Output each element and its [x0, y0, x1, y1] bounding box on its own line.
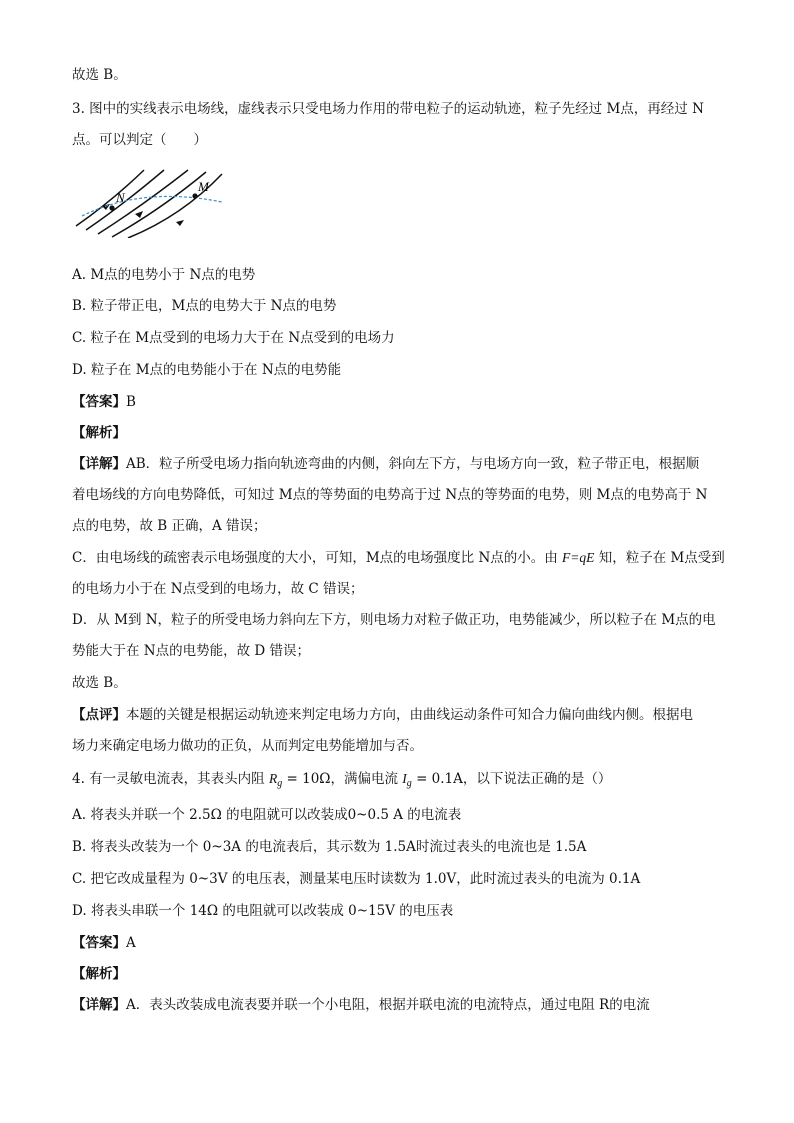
arrow-head — [176, 220, 184, 226]
detail-line-2: 着电场线的方向电势降低，可知过 M点的等势面的电势高于过 N点的等势面的电势，则 M点的电势高于 N — [72, 487, 708, 503]
field-line — [98, 170, 188, 234]
answer-label: 【答案】 — [72, 394, 126, 410]
label-m: M — [198, 179, 209, 194]
field-line — [112, 172, 206, 237]
comment-line-1: 【点评】本题的关键是根据运动轨迹来判定电场力方向，由曲线运动条件可知合力偏向曲线内侧。根据电 — [72, 707, 693, 723]
question-3-stem: 3. 图中的实线表示电场线，虚线表示只受电场力作用的带电粒子的运动轨迹，粒子先经过 M点，再经过 N — [72, 101, 704, 117]
option-b: B. 将表头改装为一个 0~3A 的电流表后，其示数为 1.5A时流过表头的电流也是 1.5A — [72, 839, 587, 855]
field-line — [86, 170, 164, 230]
label-n: N — [116, 190, 125, 205]
answer-line — [72, 934, 136, 952]
option-d: D. 粒子在 M点的电势能小于在 N点的电势能 — [72, 362, 342, 378]
question-3-stem-cont: 点。可以判定（ ） — [72, 132, 207, 148]
point-n — [109, 205, 114, 210]
answer-value: B — [126, 394, 136, 410]
field-line — [76, 170, 144, 226]
point-m — [192, 193, 197, 198]
detail-line-7: 势能大于在 N点的电势能，故 D 错误； — [72, 643, 311, 659]
arrow-head — [135, 211, 143, 218]
option-b: B. 粒子带正电，M点的电势大于 N点的电势 — [72, 298, 337, 314]
detail-line-3: 点的电势，故 B 正确，A 错误； — [72, 518, 267, 534]
detail-line-6: D．从 M到 N，粒子的所受电场力斜向左下方，则电场力对粒子做正功，电势能减少，所以粒子在 M点的电 — [72, 612, 716, 628]
text-line: 故选 B。 — [72, 67, 127, 83]
detail-label: 【详解】 — [72, 997, 126, 1013]
detail-line-5: 的电场力小于在 N点受到的电场力，故 C 错误； — [72, 581, 364, 597]
detail-line-4: C．由电场线的疏密表示电场强度的大小，可知，M点的电场强度比 N点的小。由 F=qE 知，粒子在 M点受到 — [72, 550, 725, 566]
answer-line — [72, 393, 136, 411]
option-a: A. M点的电势小于 N点的电势 — [72, 267, 256, 283]
comment-line-2: 场力来确定电场力做功的正负，从而判定电势能增加与否。 — [72, 738, 423, 754]
option-a: A. 将表头并联一个 2.5Ω 的电阻就可以改装成0~0.5 A 的电流表 — [72, 807, 462, 823]
analysis-label: 【解析】 — [72, 966, 126, 982]
detail-line: 【详解】A．表头改装成电流表要并联一个小电阻，根据并联电流的电流特点，通过电阻 R的电流 — [72, 997, 650, 1013]
analysis-label: 【解析】 — [72, 425, 126, 441]
option-d: D. 将表头串联一个 14Ω 的电阻就可以改装成 0~15V 的电压表 — [72, 903, 454, 919]
question-4-stem: 4. 有一灵敏电流表，其表头内阻 $R_g = 10\Omega$，满偏电流 $I_g = 0.1A$，以下说法正确的是（） — [72, 771, 612, 789]
answer-label: 【答案】 — [72, 935, 126, 951]
option-c: C. 粒子在 M点受到的电场力大于在 N点受到的电场力 — [72, 330, 395, 346]
detail-line-8: 故选 B。 — [72, 675, 127, 691]
detail-label: 【详解】 — [72, 456, 126, 472]
answer-value: A — [126, 935, 136, 951]
electric-field-figure — [72, 166, 232, 238]
detail-line-1: 【详解】AB．粒子所受电场力指向轨迹弯曲的内侧，斜向左下方，与电场方向一致，粒子带正电，根据顺 — [72, 456, 700, 472]
comment-label: 【点评】 — [72, 707, 126, 723]
option-c: C. 把它改成量程为 0~3V 的电压表，测量某电压时读数为 1.0V，此时流过表头的电流为 0.1A — [72, 871, 641, 887]
